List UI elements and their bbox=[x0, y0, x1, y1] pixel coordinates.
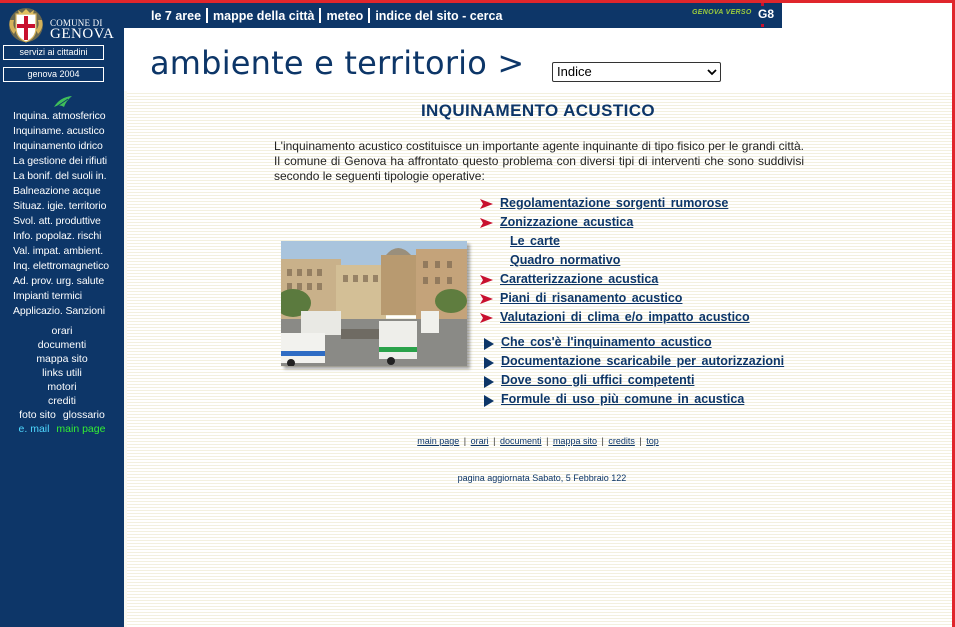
genova-street-photo bbox=[281, 241, 467, 366]
footer-separator: | bbox=[639, 436, 642, 446]
topnav-link-mappe[interactable]: mappe della città bbox=[213, 9, 315, 23]
link-row bbox=[480, 354, 784, 373]
link-row bbox=[480, 291, 682, 310]
last-updated-text: pagina aggiornata Sabato, 5 Febbraio 122 bbox=[457, 473, 627, 483]
topnav-links bbox=[151, 8, 502, 23]
left-sidebar bbox=[0, 3, 124, 627]
sidebar-item-salute[interactable]: Ad. prov. urg. salute bbox=[13, 275, 105, 287]
blue-arrow-icon bbox=[484, 376, 494, 388]
content-edge bbox=[124, 91, 127, 627]
footer-link-credits[interactable]: credits bbox=[608, 436, 635, 446]
services-menu bbox=[0, 324, 124, 436]
sidebar-link-email[interactable]: e. mail bbox=[18, 423, 50, 435]
link-le-carte[interactable]: Le carte bbox=[510, 234, 560, 248]
sidebar-link-orari[interactable]: orari bbox=[51, 325, 73, 337]
sidebar-row-mail-main bbox=[0, 422, 124, 436]
link-uffici[interactable]: Dove sono gli uffici competenti bbox=[501, 373, 695, 387]
sidebar-item-inquinamento-atmosferico[interactable]: Inquina. atmosferico bbox=[13, 110, 106, 122]
g8-mark[interactable]: G8 bbox=[758, 7, 775, 21]
red-arrow-icon bbox=[480, 274, 493, 286]
topics-menu bbox=[0, 109, 124, 319]
link-formule[interactable]: Formule di uso più comune in acustica bbox=[501, 392, 745, 406]
link-documentazione[interactable]: Documentazione scaricabile per autorizzazioni bbox=[501, 354, 785, 368]
genova-2004-button[interactable]: genova 2004 bbox=[3, 67, 104, 82]
footer-link-mappa-sito[interactable]: mappa sito bbox=[552, 436, 597, 446]
blue-arrow-icon bbox=[484, 338, 494, 350]
sidebar-link-crediti[interactable]: crediti bbox=[47, 395, 76, 407]
sidebar-item-gestione-rifiuti[interactable]: La gestione dei rifiuti bbox=[13, 155, 108, 167]
footer-link-documenti[interactable]: documenti bbox=[500, 436, 542, 446]
link-piani-risanamento[interactable]: Piani di risanamento acustico bbox=[500, 291, 683, 305]
logo-text-genova: GENOVA bbox=[50, 26, 115, 42]
section-title: INQUINAMENTO ACUSTICO bbox=[420, 101, 656, 120]
topnav-separator bbox=[368, 8, 370, 23]
servizi-cittadini-button[interactable]: servizi ai cittadini bbox=[3, 45, 104, 60]
sidebar-item-bonifica-suoli[interactable]: La bonif. del suoli in. bbox=[13, 170, 107, 182]
sidebar-item-balneazione-acque[interactable]: Balneazione acque bbox=[13, 185, 101, 197]
footer-separator: | bbox=[493, 436, 496, 446]
link-valutazioni-clima[interactable]: Valutazioni di clima e/o impatto acustico bbox=[500, 310, 750, 324]
topnav-link-7-aree[interactable]: le 7 aree bbox=[151, 9, 202, 23]
genova-crest-icon bbox=[6, 6, 46, 44]
sidebar-link-mappa-sito[interactable]: mappa sito bbox=[36, 353, 88, 365]
leaf-icon bbox=[52, 95, 74, 109]
footer-link-top[interactable]: top bbox=[646, 436, 659, 446]
link-quadro-normativo[interactable]: Quadro normativo bbox=[510, 253, 621, 267]
sidebar-link-main-page[interactable]: main page bbox=[56, 423, 106, 435]
sidebar-item-inquinamento-idrico[interactable]: Inquinamento idrico bbox=[13, 140, 103, 152]
footer-link-orari[interactable]: orari bbox=[470, 436, 489, 446]
link-row bbox=[480, 272, 658, 291]
link-row bbox=[480, 335, 712, 354]
link-che-cose[interactable]: Che cos'è l'inquinamento acustico bbox=[501, 335, 712, 349]
topnav-link-indice-cerca[interactable]: indice del sito - cerca bbox=[375, 9, 503, 23]
sidebar-link-motori[interactable]: motori bbox=[47, 381, 77, 393]
sidebar-link-foto-sito[interactable]: foto sito bbox=[19, 409, 56, 421]
sidebar-item-sanzioni[interactable]: Applicazio. Sanzioni bbox=[13, 305, 105, 317]
topnav-separator bbox=[319, 8, 321, 23]
sidebar-item-inquinamento-acustico[interactable]: Inquiname. acustico bbox=[13, 125, 105, 137]
top-navigation-bar bbox=[124, 3, 782, 28]
topnav-link-meteo[interactable]: meteo bbox=[326, 9, 364, 23]
index-dropdown[interactable] bbox=[552, 62, 721, 82]
intro-paragraph: L'inquinamento acustico costituisce un importante agente inquinante di tipo fisico per le grandi città. Il comune di Genova ha affrontato questo problema con diversi tipi di interventi che sono suddivisi secondo le seguenti tipologie operative: bbox=[274, 139, 804, 183]
footer-separator: | bbox=[546, 436, 549, 446]
link-row bbox=[480, 215, 633, 234]
link-caratterizzazione[interactable]: Caratterizzazione acustica bbox=[500, 272, 659, 286]
link-row bbox=[480, 373, 694, 392]
page-title: ambiente e territorio > bbox=[150, 44, 525, 82]
link-row bbox=[480, 196, 728, 215]
footer-separator: | bbox=[601, 436, 604, 446]
chevron-down-icon bbox=[707, 67, 717, 77]
sidebar-link-links-utili[interactable]: links utili bbox=[42, 367, 82, 379]
footer-links bbox=[124, 436, 952, 446]
comune-genova-logo[interactable] bbox=[4, 6, 120, 44]
street-photo-image bbox=[281, 241, 467, 366]
link-row bbox=[480, 253, 620, 272]
sidebar-link-glossario[interactable]: glossario bbox=[62, 409, 105, 421]
sidebar-item-elettromagnetico[interactable]: Inq. elettromagnetico bbox=[13, 260, 109, 272]
footer-link-main-page[interactable]: main page bbox=[417, 436, 460, 446]
red-arrow-icon bbox=[480, 198, 493, 210]
footer-separator: | bbox=[463, 436, 467, 446]
link-regolamentazione[interactable]: Regolamentazione sorgenti rumorose bbox=[500, 196, 729, 210]
link-row bbox=[480, 234, 560, 253]
sidebar-item-impianti-termici[interactable]: Impianti termici bbox=[13, 290, 82, 302]
red-arrow-icon bbox=[480, 293, 493, 305]
sidebar-item-info-rischi[interactable]: Info. popolaz. rischi bbox=[13, 230, 102, 242]
topnav-separator bbox=[206, 8, 208, 23]
sidebar-item-impatto-ambientale[interactable]: Val. impat. ambient. bbox=[13, 245, 104, 257]
blue-arrow-icon bbox=[484, 357, 494, 369]
sidebar-item-attivita-produttive[interactable]: Svol. att. produttive bbox=[13, 215, 101, 227]
sidebar-item-situazione-igienica[interactable]: Situaz. igie. territorio bbox=[13, 200, 107, 212]
link-row bbox=[480, 310, 750, 329]
link-row bbox=[480, 392, 744, 411]
g8-label: GENOVA VERSO bbox=[692, 9, 752, 16]
red-arrow-icon bbox=[480, 312, 493, 324]
index-dropdown-value: Indice bbox=[557, 64, 592, 79]
logo-text-comune: COMUNE DI bbox=[50, 18, 103, 28]
sidebar-row-foto-glossario bbox=[0, 408, 124, 422]
blue-arrow-icon bbox=[484, 395, 494, 407]
sidebar-link-documenti[interactable]: documenti bbox=[37, 339, 87, 351]
red-arrow-icon bbox=[480, 217, 493, 229]
link-zonizzazione[interactable]: Zonizzazione acustica bbox=[500, 215, 634, 229]
